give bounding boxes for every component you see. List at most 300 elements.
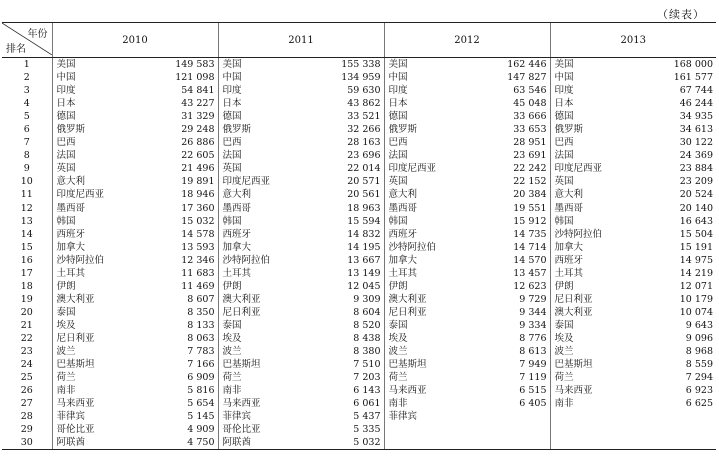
country-name: 巴基斯坦 bbox=[222, 359, 261, 371]
rank-cell: 6 bbox=[23, 124, 30, 136]
country-name: 德国 bbox=[554, 111, 574, 123]
year-2012-cell bbox=[384, 241, 550, 254]
year-2012-cell bbox=[384, 280, 550, 293]
value: 14 570 bbox=[513, 254, 547, 266]
rank-cell: 16 bbox=[20, 254, 33, 266]
year-2010-cell bbox=[52, 254, 218, 267]
value: 33 521 bbox=[347, 111, 381, 123]
value: 7 949 bbox=[519, 359, 547, 371]
country-name: 土耳其 bbox=[56, 267, 86, 279]
year-2013-cell bbox=[550, 423, 716, 436]
value: 5 816 bbox=[187, 385, 215, 397]
rank-cell: 20 bbox=[20, 306, 33, 318]
value: 14 832 bbox=[347, 228, 381, 240]
value: 14 975 bbox=[679, 254, 713, 266]
year-2011-cell bbox=[218, 306, 384, 319]
year-2012-cell bbox=[384, 84, 550, 97]
year-2010-cell bbox=[52, 149, 218, 162]
value: 8 520 bbox=[353, 319, 381, 331]
country-name: 埃及 bbox=[554, 333, 574, 344]
value: 5 654 bbox=[187, 398, 215, 410]
year-2013-cell bbox=[550, 371, 716, 384]
value: 12 071 bbox=[679, 280, 713, 292]
country-name: 波兰 bbox=[222, 346, 242, 358]
year-2011-cell bbox=[218, 332, 384, 345]
value: 7 166 bbox=[187, 359, 215, 371]
country-name: 巴西 bbox=[222, 137, 242, 149]
year-2010-cell bbox=[52, 202, 218, 215]
year-2011-cell bbox=[218, 162, 384, 175]
table-row bbox=[2, 123, 716, 136]
year-2012-cell bbox=[384, 215, 550, 228]
value: 8 559 bbox=[685, 359, 713, 371]
value: 9 096 bbox=[685, 333, 713, 344]
year-2012-cell bbox=[384, 162, 550, 175]
country-name: 荷兰 bbox=[56, 372, 76, 384]
year-2010-cell bbox=[52, 371, 218, 384]
table-row bbox=[2, 358, 716, 371]
country-name: 日本 bbox=[222, 98, 242, 110]
rank-cell: 24 bbox=[20, 359, 33, 371]
year-2011-cell bbox=[218, 436, 384, 450]
value: 15 032 bbox=[181, 215, 215, 227]
country-name: 西班牙 bbox=[222, 228, 252, 240]
year-2010-cell bbox=[52, 84, 218, 97]
value: 20 571 bbox=[347, 176, 381, 188]
value: 162 446 bbox=[507, 59, 547, 71]
value: 23 209 bbox=[679, 176, 713, 188]
value: 15 504 bbox=[679, 228, 713, 240]
country-name: 韩国 bbox=[554, 215, 574, 227]
value: 6 909 bbox=[187, 372, 215, 384]
country-name: 墨西哥 bbox=[388, 202, 418, 214]
country-name: 中国 bbox=[222, 72, 242, 84]
country-name: 南非 bbox=[554, 398, 574, 410]
year-2012-cell bbox=[384, 58, 550, 72]
value: 155 338 bbox=[341, 59, 381, 71]
value: 15 594 bbox=[347, 215, 381, 227]
country-name: 南非 bbox=[56, 385, 76, 397]
value: 63 546 bbox=[513, 85, 547, 97]
value: 11 469 bbox=[181, 280, 215, 292]
corner-header bbox=[2, 23, 52, 58]
value: 23 696 bbox=[347, 150, 381, 162]
year-2013-cell bbox=[550, 84, 716, 97]
year-2010-cell bbox=[52, 436, 218, 450]
year-2012-cell bbox=[384, 228, 550, 241]
year-2011-cell bbox=[218, 175, 384, 188]
country-name: 沙特阿拉伯 bbox=[554, 228, 603, 240]
year-2012-cell bbox=[384, 397, 550, 410]
year-2011-cell bbox=[218, 267, 384, 280]
year-2013-cell bbox=[550, 110, 716, 123]
country-name: 印度尼西亚 bbox=[388, 163, 437, 175]
country-name: 埃及 bbox=[56, 319, 76, 331]
rank-cell: 28 bbox=[20, 411, 33, 423]
year-2013-cell bbox=[550, 410, 716, 423]
country-name: 马来西亚 bbox=[222, 398, 261, 410]
country-name: 加拿大 bbox=[554, 241, 584, 253]
country-name: 哥伦比亚 bbox=[222, 424, 261, 436]
country-name: 中国 bbox=[56, 72, 76, 84]
year-2011-cell bbox=[218, 293, 384, 306]
country-name: 哥伦比亚 bbox=[56, 424, 95, 436]
value: 161 577 bbox=[673, 72, 713, 84]
rank-cell: 14 bbox=[20, 228, 33, 240]
value: 15 191 bbox=[679, 241, 713, 253]
value: 23 691 bbox=[513, 150, 547, 162]
country-name: 美国 bbox=[222, 59, 242, 71]
country-name: 英国 bbox=[222, 163, 242, 175]
year-2012-cell bbox=[384, 332, 550, 345]
year-2013-cell bbox=[550, 358, 716, 371]
year-2011-cell bbox=[218, 71, 384, 84]
table-row bbox=[2, 149, 716, 162]
country-name: 波兰 bbox=[554, 346, 574, 358]
table-row bbox=[2, 215, 716, 228]
country-name: 加拿大 bbox=[56, 241, 86, 253]
country-name: 美国 bbox=[56, 59, 76, 71]
country-name: 尼日利亚 bbox=[554, 293, 593, 305]
rank-cell: 8 bbox=[23, 150, 30, 162]
value: 34 935 bbox=[679, 111, 713, 123]
year-2012-cell bbox=[384, 358, 550, 371]
country-name: 波兰 bbox=[388, 346, 408, 358]
country-name: 法国 bbox=[388, 150, 408, 162]
year-header: 2011 bbox=[218, 23, 384, 58]
header-row bbox=[2, 23, 716, 58]
country-name: 土耳其 bbox=[388, 267, 418, 279]
value: 8 380 bbox=[353, 346, 381, 358]
year-2010-cell bbox=[52, 345, 218, 358]
value: 6 625 bbox=[685, 398, 713, 410]
value: 8 968 bbox=[685, 346, 713, 358]
country-name: 澳大利亚 bbox=[222, 293, 261, 305]
country-name: 菲律宾 bbox=[388, 411, 418, 423]
table-row bbox=[2, 110, 716, 123]
year-axis-label: 年份 bbox=[27, 29, 48, 40]
country-name: 巴基斯坦 bbox=[56, 359, 95, 371]
year-2011-cell bbox=[218, 345, 384, 358]
year-2010-cell bbox=[52, 71, 218, 84]
rank-cell: 21 bbox=[20, 319, 33, 331]
value: 5 437 bbox=[353, 411, 381, 423]
country-name: 波兰 bbox=[56, 346, 76, 358]
rank-cell: 10 bbox=[20, 176, 33, 188]
value: 8 063 bbox=[187, 333, 215, 344]
year-header: 2012 bbox=[384, 23, 550, 58]
year-2013-cell bbox=[550, 345, 716, 358]
value: 31 329 bbox=[181, 111, 215, 123]
year-2013-cell bbox=[550, 254, 716, 267]
year-2013-cell bbox=[550, 215, 716, 228]
country-name: 日本 bbox=[388, 98, 408, 110]
value: 43 862 bbox=[347, 98, 381, 110]
table-row bbox=[2, 254, 716, 267]
year-2013-cell bbox=[550, 280, 716, 293]
year-2011-cell bbox=[218, 136, 384, 149]
value: 13 149 bbox=[347, 267, 381, 279]
year-2011-cell bbox=[218, 397, 384, 410]
rank-cell: 5 bbox=[23, 111, 30, 123]
year-2011-cell bbox=[218, 254, 384, 267]
country-name: 意大利 bbox=[388, 189, 418, 201]
country-name: 俄罗斯 bbox=[388, 124, 418, 136]
rank-cell: 25 bbox=[20, 372, 33, 384]
year-2011-cell bbox=[218, 149, 384, 162]
table-row bbox=[2, 436, 716, 450]
value: 22 605 bbox=[181, 150, 215, 162]
year-2011-cell bbox=[218, 319, 384, 332]
year-2011-cell bbox=[218, 188, 384, 201]
value: 18 946 bbox=[181, 189, 215, 201]
country-name: 荷兰 bbox=[222, 372, 242, 384]
year-2012-cell bbox=[384, 123, 550, 136]
year-2010-cell bbox=[52, 97, 218, 110]
country-name: 意大利 bbox=[222, 189, 252, 201]
value: 13 593 bbox=[181, 241, 215, 253]
country-name: 尼日利亚 bbox=[56, 333, 95, 344]
value: 19 891 bbox=[181, 176, 215, 188]
value: 4 750 bbox=[187, 437, 215, 449]
value: 45 048 bbox=[513, 98, 547, 110]
year-2012-cell bbox=[384, 371, 550, 384]
year-2010-cell bbox=[52, 267, 218, 280]
year-2011-cell bbox=[218, 110, 384, 123]
country-name: 菲律宾 bbox=[56, 411, 86, 423]
year-2013-cell bbox=[550, 332, 716, 345]
value: 54 841 bbox=[181, 85, 215, 97]
year-2013-cell bbox=[550, 162, 716, 175]
value: 15 912 bbox=[513, 215, 547, 227]
country-name: 美国 bbox=[388, 59, 408, 71]
year-2013-cell bbox=[550, 123, 716, 136]
country-name: 墨西哥 bbox=[56, 202, 86, 214]
value: 26 886 bbox=[181, 137, 215, 149]
country-name: 马来西亚 bbox=[388, 385, 427, 397]
year-2012-cell bbox=[384, 345, 550, 358]
rank-cell: 23 bbox=[20, 346, 33, 358]
country-name: 日本 bbox=[56, 98, 76, 110]
country-name: 荷兰 bbox=[554, 372, 574, 384]
year-2010-cell bbox=[52, 423, 218, 436]
year-2010-cell bbox=[52, 188, 218, 201]
rank-cell: 9 bbox=[23, 163, 30, 175]
rank-cell: 17 bbox=[20, 267, 33, 279]
year-2012-cell bbox=[384, 175, 550, 188]
year-2011-cell bbox=[218, 371, 384, 384]
country-name: 印度尼西亚 bbox=[56, 189, 105, 201]
value: 9 334 bbox=[519, 319, 547, 331]
country-name: 马来西亚 bbox=[554, 385, 593, 397]
year-2013-cell bbox=[550, 97, 716, 110]
year-2012-cell bbox=[384, 306, 550, 319]
country-name: 西班牙 bbox=[554, 254, 584, 266]
value: 12 346 bbox=[181, 254, 215, 266]
country-name: 南非 bbox=[222, 385, 242, 397]
value: 59 630 bbox=[347, 85, 381, 97]
year-2010-cell bbox=[52, 397, 218, 410]
year-2010-cell bbox=[52, 319, 218, 332]
value: 8 613 bbox=[519, 346, 547, 358]
country-name: 沙特阿拉伯 bbox=[388, 241, 437, 253]
country-name: 印度 bbox=[388, 85, 408, 97]
country-name: 沙特阿拉伯 bbox=[56, 254, 105, 266]
year-2010-cell bbox=[52, 241, 218, 254]
country-name: 法国 bbox=[222, 150, 242, 162]
rank-cell: 22 bbox=[20, 333, 33, 344]
year-2013-cell bbox=[550, 306, 716, 319]
table-row bbox=[2, 267, 716, 280]
year-2010-cell bbox=[52, 175, 218, 188]
year-2010-cell bbox=[52, 280, 218, 293]
value: 13 667 bbox=[347, 254, 381, 266]
table-row bbox=[2, 384, 716, 397]
country-name: 加拿大 bbox=[388, 254, 418, 266]
value: 20 524 bbox=[679, 189, 713, 201]
year-2011-cell bbox=[218, 228, 384, 241]
rank-cell: 30 bbox=[2, 436, 52, 450]
value: 10 074 bbox=[679, 306, 713, 318]
country-name: 伊朗 bbox=[554, 280, 574, 292]
year-2013-cell bbox=[550, 175, 716, 188]
year-2013-cell bbox=[550, 202, 716, 215]
year-2013-cell bbox=[550, 267, 716, 280]
year-2011-cell bbox=[218, 423, 384, 436]
country-name: 尼日利亚 bbox=[222, 306, 261, 318]
table-row bbox=[2, 345, 716, 358]
country-name: 巴西 bbox=[388, 137, 408, 149]
year-2013-cell bbox=[550, 384, 716, 397]
country-name: 德国 bbox=[56, 111, 76, 123]
year-2010-cell bbox=[52, 306, 218, 319]
value: 8 350 bbox=[187, 306, 215, 318]
year-2011-cell bbox=[218, 384, 384, 397]
year-2013-cell bbox=[550, 58, 716, 72]
country-name: 印度 bbox=[222, 85, 242, 97]
country-name: 西班牙 bbox=[56, 228, 86, 240]
value: 14 219 bbox=[679, 267, 713, 279]
value: 8 133 bbox=[187, 319, 215, 331]
country-name: 印度尼西亚 bbox=[554, 163, 603, 175]
table-row bbox=[2, 84, 716, 97]
value: 28 951 bbox=[513, 137, 547, 149]
value: 23 884 bbox=[679, 163, 713, 175]
table-row bbox=[2, 228, 716, 241]
year-2013-cell bbox=[550, 188, 716, 201]
value: 6 405 bbox=[519, 398, 547, 410]
country-name: 韩国 bbox=[388, 215, 408, 227]
year-2010-cell bbox=[52, 136, 218, 149]
continued-label: （续表） bbox=[657, 8, 705, 21]
rank-cell: 26 bbox=[20, 385, 33, 397]
table-row bbox=[2, 306, 716, 319]
year-2011-cell bbox=[218, 410, 384, 423]
year-2013-cell bbox=[550, 293, 716, 306]
rank-cell: 12 bbox=[20, 202, 33, 214]
rank-cell: 4 bbox=[23, 98, 30, 110]
value: 9 309 bbox=[353, 293, 381, 305]
year-2013-cell bbox=[550, 436, 716, 450]
value: 67 744 bbox=[679, 85, 713, 97]
value: 22 152 bbox=[513, 176, 547, 188]
country-name: 墨西哥 bbox=[222, 202, 252, 214]
table-row bbox=[2, 280, 716, 293]
value: 24 369 bbox=[679, 150, 713, 162]
year-2010-cell bbox=[52, 332, 218, 345]
year-2012-cell bbox=[384, 319, 550, 332]
value: 20 384 bbox=[513, 189, 547, 201]
table-row bbox=[2, 293, 716, 306]
rank-cell: 19 bbox=[20, 293, 33, 305]
value: 46 244 bbox=[679, 98, 713, 110]
country-name: 巴基斯坦 bbox=[388, 359, 427, 371]
country-name: 俄罗斯 bbox=[56, 124, 86, 136]
country-name: 印度尼西亚 bbox=[222, 176, 271, 188]
country-name: 阿联酋 bbox=[222, 437, 252, 449]
country-name: 荷兰 bbox=[388, 372, 408, 384]
country-name: 阿联酋 bbox=[56, 437, 86, 449]
value: 20 140 bbox=[679, 202, 713, 214]
ranking-table bbox=[2, 22, 716, 450]
year-header: 2013 bbox=[550, 23, 716, 58]
year-2012-cell bbox=[384, 188, 550, 201]
value: 134 959 bbox=[341, 72, 381, 84]
value: 32 266 bbox=[347, 124, 381, 136]
value: 11 683 bbox=[181, 267, 215, 279]
country-name: 伊朗 bbox=[56, 280, 76, 292]
value: 7 294 bbox=[685, 372, 713, 384]
rank-cell: 29 bbox=[20, 424, 33, 436]
country-name: 韩国 bbox=[56, 215, 76, 227]
value: 20 561 bbox=[347, 189, 381, 201]
year-2012-cell bbox=[384, 149, 550, 162]
table-row bbox=[2, 71, 716, 84]
value: 6 143 bbox=[353, 385, 381, 397]
year-2011-cell bbox=[218, 84, 384, 97]
country-name: 印度 bbox=[554, 85, 574, 97]
value: 121 098 bbox=[175, 72, 215, 84]
value: 6 061 bbox=[353, 398, 381, 410]
year-header: 2010 bbox=[52, 23, 218, 58]
year-2012-cell bbox=[384, 436, 550, 450]
value: 16 643 bbox=[679, 215, 713, 227]
value: 5 145 bbox=[187, 411, 215, 423]
country-name: 加拿大 bbox=[222, 241, 252, 253]
rank-cell: 18 bbox=[20, 280, 33, 292]
country-name: 俄罗斯 bbox=[222, 124, 252, 136]
year-2010-cell bbox=[52, 358, 218, 371]
country-name: 澳大利亚 bbox=[56, 293, 95, 305]
value: 8 776 bbox=[519, 333, 547, 344]
value: 168 000 bbox=[673, 59, 713, 71]
country-name: 德国 bbox=[388, 111, 408, 123]
year-2012-cell bbox=[384, 254, 550, 267]
value: 7 783 bbox=[187, 346, 215, 358]
value: 12 045 bbox=[347, 280, 381, 292]
table-row bbox=[2, 162, 716, 175]
country-name: 巴西 bbox=[554, 137, 574, 149]
country-name: 韩国 bbox=[222, 215, 242, 227]
year-2013-cell bbox=[550, 228, 716, 241]
rank-cell: 7 bbox=[23, 137, 30, 149]
value: 8 438 bbox=[353, 333, 381, 344]
value: 33 653 bbox=[513, 124, 547, 136]
country-name: 日本 bbox=[554, 98, 574, 110]
year-2010-cell bbox=[52, 410, 218, 423]
country-name: 美国 bbox=[554, 59, 574, 71]
value: 14 578 bbox=[181, 228, 215, 240]
